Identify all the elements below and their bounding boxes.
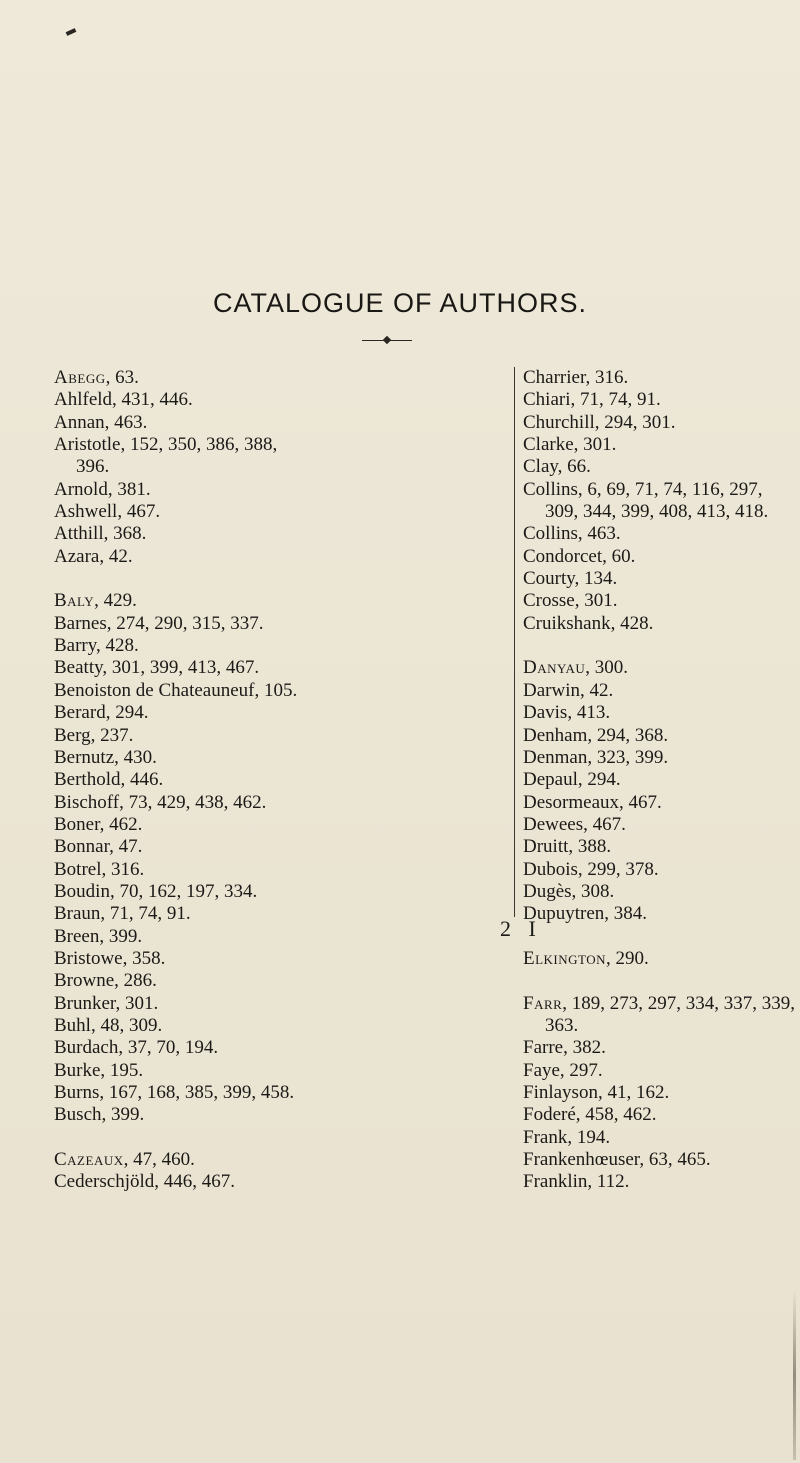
print-mark	[66, 28, 77, 36]
author-entry-letter-head	[523, 657, 793, 679]
letter-group-gap	[523, 926, 793, 948]
author-entry-letter-head	[523, 948, 793, 970]
author-entry: Desormeaux, 467.	[523, 791, 662, 813]
letter-group-gap	[54, 568, 424, 590]
author-entry: Denham, 294, 368.	[523, 724, 669, 746]
author-entry: Dewees, 467.	[523, 813, 626, 835]
author-name-small-caps: Elkington	[523, 947, 607, 969]
author-entry: Bischoff, 73, 429, 438, 462.	[54, 791, 267, 813]
author-entry: Frank, 194.	[523, 1126, 611, 1148]
page-references: , 47, 460.	[123, 1149, 195, 1171]
author-entry: Ahlfeld, 431, 446.	[54, 389, 193, 411]
author-entry: Finlayson, 41, 162.	[523, 1082, 670, 1103]
author-entry: Boudin, 70, 162, 197, 334.	[54, 880, 258, 902]
author-entry: Chiari, 71, 74, 91.	[523, 389, 661, 411]
author-entry: Azara, 42.	[54, 545, 133, 567]
author-entry: Burke, 195.	[54, 1059, 144, 1081]
signature-mark: 2 I	[500, 916, 542, 941]
author-entry: Churchill, 294, 301.	[523, 411, 676, 433]
author-entry: Dubois, 299, 378.	[523, 858, 659, 880]
author-entry: Condorcet, 60.	[523, 545, 636, 567]
diamond-icon	[383, 336, 391, 344]
author-entry: Ashwell, 467.	[54, 501, 161, 523]
right-author-column	[523, 367, 796, 1194]
author-entry-continuation: 309, 344, 399, 408, 413, 418.	[545, 501, 769, 523]
author-entry: Berthold, 446.	[54, 769, 164, 791]
author-entry: Foderé, 458, 462.	[523, 1104, 657, 1126]
author-entry-letter-head	[54, 590, 424, 612]
author-entry: Davis, 413.	[523, 702, 611, 724]
page-references: , 189, 273, 297, 334, 337, 339,	[562, 992, 796, 1014]
author-entry: Cederschjöld, 446, 467.	[54, 1171, 236, 1193]
left-author-column	[54, 367, 424, 1194]
letter-group-gap	[523, 635, 793, 657]
title-ornament	[362, 336, 412, 346]
author-entry: Bristowe, 358.	[54, 947, 166, 969]
author-entry: Brunker, 301.	[54, 992, 159, 1014]
author-entry: Benoiston de Chateauneuf, 105.	[54, 679, 298, 701]
letter-group-gap	[54, 1127, 424, 1149]
author-entry: Annan, 463.	[54, 411, 148, 433]
page-title: CATALOGUE OF AUTHORS.	[212, 288, 588, 318]
author-entry: Barry, 428.	[54, 635, 139, 657]
author-entry: Botrel, 316.	[54, 858, 145, 880]
page-references: , 429.	[94, 590, 137, 612]
author-entry-continuation: 363.	[545, 1014, 579, 1036]
page-references: , 290.	[606, 947, 649, 969]
author-entry: Breen, 399.	[54, 925, 143, 947]
page-edge-shadow	[793, 1290, 796, 1460]
author-entry: Faye, 297.	[523, 1059, 603, 1081]
author-entry: Braun, 71, 74, 91.	[54, 903, 191, 925]
author-entry: Darwin, 42.	[523, 679, 614, 701]
letter-group-gap	[523, 970, 793, 992]
author-entry: Berg, 237.	[54, 724, 134, 746]
page-references: , 63.	[105, 367, 139, 388]
author-entry-continuation: 396.	[76, 456, 110, 478]
author-entry-letter-head	[54, 1149, 424, 1171]
author-entry: Bernutz, 430.	[54, 746, 157, 768]
author-entry: Atthill, 368.	[54, 523, 147, 545]
author-entry: Charrier, 316.	[523, 367, 629, 388]
author-name-small-caps: Baly	[54, 590, 95, 612]
author-entry: Dugès, 308.	[523, 880, 615, 902]
author-entry: Crosse, 301.	[523, 590, 618, 612]
author-name-small-caps: Cazeaux	[54, 1149, 124, 1171]
author-entry: Frankenhœuser, 63, 465.	[523, 1149, 711, 1171]
author-entry-letter-head	[54, 367, 424, 389]
author-entry: Burns, 167, 168, 385, 399, 458.	[54, 1082, 295, 1103]
author-entry: Aristotle, 152, 350, 386, 388,	[54, 434, 278, 456]
author-entry: Burdach, 37, 70, 194.	[54, 1037, 219, 1059]
author-entry: Courty, 134.	[523, 568, 618, 590]
author-name-small-caps: Abegg	[54, 367, 106, 388]
author-entry: Berard, 294.	[54, 702, 149, 724]
author-entry: Franklin, 112.	[523, 1171, 630, 1193]
author-entry: Cruikshank, 428.	[523, 612, 654, 634]
author-entry: Farre, 382.	[523, 1037, 606, 1059]
author-entry: Arnold, 381.	[54, 478, 151, 500]
page-references: , 300.	[585, 657, 628, 679]
author-entry: Buhl, 48, 309.	[54, 1014, 163, 1036]
author-entry: Bonnar, 47.	[54, 836, 143, 858]
author-entry-letter-head	[523, 992, 796, 1015]
author-entry: Depaul, 294.	[523, 769, 621, 791]
author-entry: Collins, 463.	[523, 523, 621, 545]
column-divider	[514, 367, 515, 917]
author-entry: Clarke, 301.	[523, 434, 617, 456]
author-entry: Boner, 462.	[54, 813, 143, 835]
author-entry: Denman, 323, 399.	[523, 746, 669, 768]
author-name-small-caps: Farr	[523, 992, 563, 1014]
author-entry: Collins, 6, 69, 71, 74, 116, 297,	[523, 478, 763, 500]
author-entry: Dupuytren, 384.	[523, 903, 648, 925]
author-entry: Beatty, 301, 399, 413, 467.	[54, 657, 260, 679]
author-name-small-caps: Danyau	[523, 657, 586, 679]
author-entry: Barnes, 274, 290, 315, 337.	[54, 612, 264, 634]
author-entry: Clay, 66.	[523, 456, 591, 478]
author-entry: Browne, 286.	[54, 970, 157, 992]
author-entry: Busch, 399.	[54, 1104, 145, 1126]
author-entry: Druitt, 388.	[523, 836, 612, 858]
